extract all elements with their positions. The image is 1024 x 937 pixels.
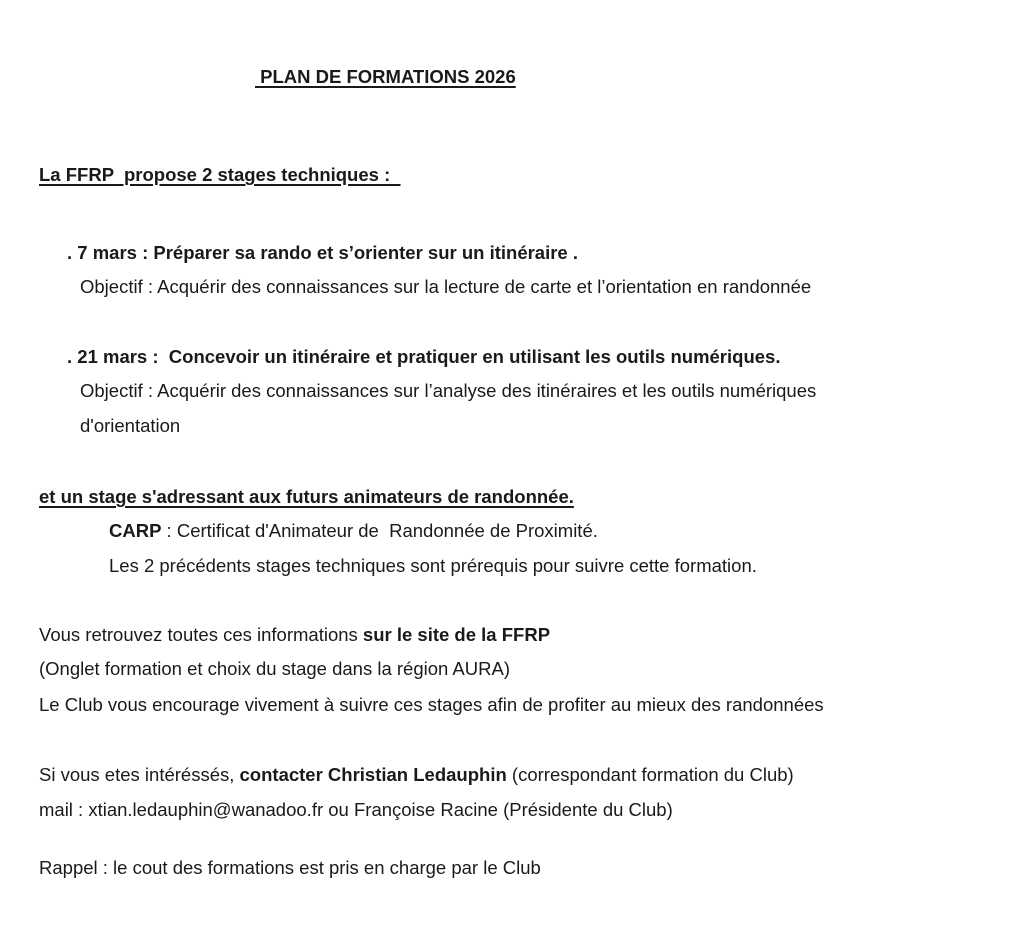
carp-definition bbox=[109, 520, 598, 542]
alternate-contact: ou Françoise Racine (Présidente du Club) bbox=[323, 799, 673, 820]
contact-line bbox=[39, 764, 794, 786]
contact-name: contacter Christian Ledauphin bbox=[239, 764, 507, 785]
stage-2-objective: Objectif : Acquérir des connaissances sur l’analyse des itinéraires et les outils numériques bbox=[80, 380, 817, 401]
contact-mail-line bbox=[39, 799, 673, 821]
info-line-onglet: (Onglet formation et choix du stage dans la région AURA) bbox=[39, 658, 510, 679]
stage-1-heading: . 7 mars : Préparer sa rando et s’orienter sur un itinéraire . bbox=[67, 242, 578, 263]
section-heading-animateurs: et un stage s'adressant aux futurs animateurs de randonnée. bbox=[39, 486, 574, 507]
ffrp-site-reference: sur le site de la FFRP bbox=[362, 624, 551, 645]
section-heading-ffrp-stages: La FFRP propose 2 stages techniques : bbox=[39, 164, 401, 185]
mail-label: mail : bbox=[39, 799, 89, 820]
stage-1-objective: Objectif : Acquérir des connaissances sur la lecture de carte et l’orientation en randonnée bbox=[80, 276, 812, 297]
info-text: Vous retrouvez toutes ces informations bbox=[39, 624, 363, 645]
stage-2-heading: . 21 mars : Concevoir un itinéraire et pratiquer en utilisant les outils numériques. bbox=[67, 346, 781, 367]
carp-prerequisite: Les 2 précédents stages techniques sont prérequis pour suivre cette formation. bbox=[109, 555, 757, 576]
carp-acronym: CARP bbox=[109, 520, 162, 541]
stage-2-objective-continued: d'orientation bbox=[80, 415, 181, 436]
info-line-site bbox=[39, 624, 550, 646]
info-line-encouragement: Le Club vous encourage vivement à suivre ces stages afin de profiter au mieux des randonnées bbox=[39, 694, 824, 715]
contact-role: (correspondant formation du Club) bbox=[506, 764, 794, 785]
contact-prefix: Si vous etes intéréssés, bbox=[39, 764, 240, 785]
carp-definition-text: : Certificat d'Animateur de Randonnée de Proximité. bbox=[161, 520, 598, 541]
cost-reminder: Rappel : le cout des formations est pris en charge par le Club bbox=[39, 857, 541, 878]
page-title: PLAN DE FORMATIONS 2026 bbox=[255, 66, 516, 87]
email-address: xtian.ledauphin@wanadoo.fr bbox=[88, 799, 324, 820]
